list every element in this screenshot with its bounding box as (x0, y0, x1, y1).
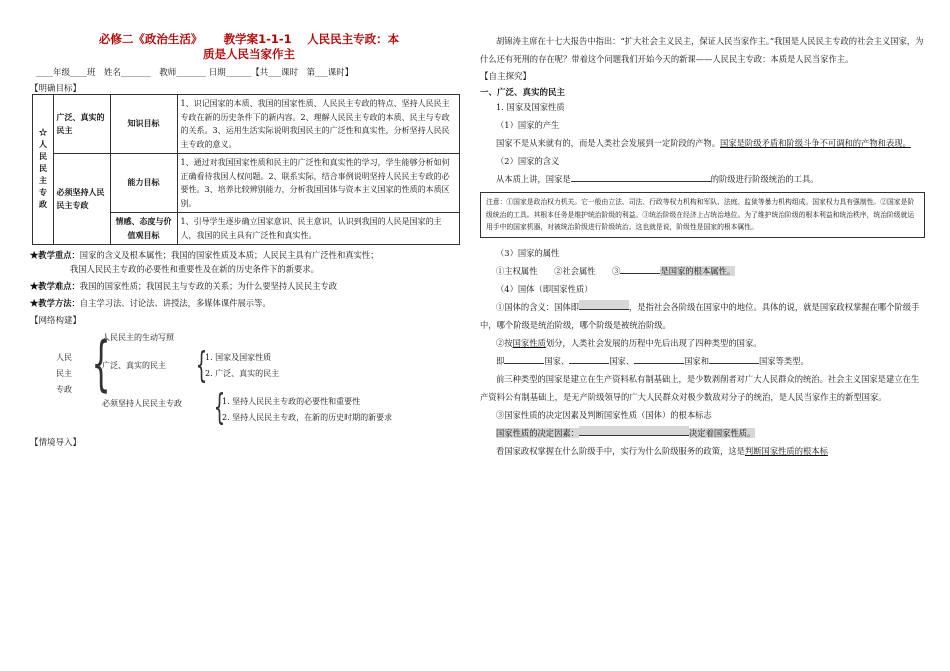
state-origin-text: 国家不是从来就有的，而是人类社会发展到一定阶段的产物。 (496, 138, 721, 148)
types-c: 国家、 (609, 355, 635, 366)
types-blank-1[interactable] (504, 354, 544, 364)
network-brace-3: { (213, 387, 226, 428)
network-branch-3: 必须坚持人民民主专政 (102, 399, 182, 408)
right-column (480, 32, 925, 460)
difficulty-label: ★教学难点： (30, 281, 80, 291)
subsection-1-4: （4）国体（即国家性质） (496, 283, 593, 294)
section-1-title: 一、广泛、真实的民主 (480, 88, 566, 98)
subsection-1: 1. 国家及国家性质 (496, 102, 565, 112)
goals-topic: ☆人民民主专政 (33, 95, 54, 245)
key-points (30, 248, 468, 262)
subsection-decide: ③国家性质的决定因素及判断国家性质（国体）的根本标志 (496, 409, 712, 420)
network-root-1: 人民 (56, 353, 72, 362)
network-brace-2: { (195, 345, 208, 386)
types-intro-underlined: 国家性质 (512, 337, 546, 348)
state-types-line (480, 352, 925, 370)
title-line-1: 必修二《政治生活》 教学案1-1-1 人民民主专政：本 (98, 32, 400, 46)
decide-text-a: 国家性质的决定因素： (496, 427, 579, 438)
state-attributes (480, 262, 925, 280)
goals-subtopic-2: 必须坚持人民民主专政 (53, 154, 110, 245)
state-types-intro (480, 334, 925, 352)
network-branch-2: 广泛、真实的民主 (102, 361, 166, 370)
goals-subtopic-1: 广泛、真实的民主 (53, 95, 110, 154)
key-points-2: 我国人民民主专政的必要性和重要性及在新的历史条件下的新要求。 (70, 264, 319, 274)
last-line (480, 442, 925, 460)
network-branch-3a: 1. 坚持人民民主专政的必要性和重要性 (222, 397, 361, 406)
goals-header: 【明确目标】 (30, 84, 82, 94)
goal-label-emotion: 情感、态度与价值观目标 (110, 213, 177, 245)
network-header: 【网络构建】 (30, 316, 82, 326)
types-a: 即 (496, 355, 505, 366)
network-branch-2b: 2. 广泛、真实的民主 (205, 369, 280, 378)
attributes-text-a: ①主权属性 ②社会属性 ③ (496, 265, 621, 276)
attributes-text-b: 是国家的根本属性。 (660, 265, 736, 276)
decide-blank[interactable] (579, 426, 689, 436)
network-branch-1: 人民民主的生动写照 (102, 333, 174, 342)
state-meaning-paragraph (480, 170, 925, 188)
key-points-label: ★教学重点： (30, 250, 80, 260)
title-line-2: 质是人民当家作主 (203, 47, 295, 61)
goal-label-ability: 能力目标 (110, 154, 177, 213)
goal-content-ability: 1、通过对我国国家性质和民主的广泛性和真实性的学习，学生能够分析如何正确看待我国人权问题。2、联系实际，结合事例说明坚持人民民主专政的必要性。3、培养比较辨别能力，分析我国国体与资本主义国家的性质的本质区别。 (177, 154, 460, 213)
network-branch-3b: 2. 坚持人民民主专政，在新的历史时期的新要求 (222, 413, 393, 422)
state-meaning-text-b: 的阶级进行阶级统治的工具。 (710, 174, 819, 184)
difficulty-text: 我国的国家性质；我国民主与专政的关系；为什么要坚持人民民主专政 (79, 281, 338, 291)
method-label: ★教学方法： (30, 298, 80, 308)
types-blank-3[interactable] (634, 354, 684, 364)
state-system-text-b: ，是指社会各阶级在国家中的地位。具体的说，就是国家政权掌握在哪个阶级手中，哪个阶级是统治阶级，哪个阶级是被统治阶级。 (480, 301, 920, 330)
last-text-a: 看国家政权掌握在什么阶级手中，实行为什么阶级服务的政策，这是 (496, 445, 745, 456)
note-box: 注意：①国家是政治权力机关。它一般由立法、司法、行政等权力机构和军队、法庭、监狱等暴力机构组成。国家权力具有强制性。②国家是阶级统治的工具。其根本任务是维护统治阶级的利益。③统治阶级在经济上占统治地位。为了维护统治阶级的根本利益和统治秩序，统治阶级就运用手中的国家机器，对被统治阶级进行阶级统治。这也就是说，阶级性是国家的根本属性。 (480, 192, 925, 238)
network-root-3: 专政 (56, 385, 72, 394)
last-text-b: 判断国家性质的根本标 (744, 445, 828, 456)
state-types-paragraph: 前三种类型的国家是建立在生产资料私有制基础上，是少数剥削者对广大人民群众的统治。社会主义国家是建立在生产资料公有制基础上，是无产阶级领导的广大人民群众对极少数敌对分子的统治，是人民当家作主的新型国家。 (480, 373, 920, 402)
left-column (30, 32, 468, 448)
network-branch-2a: 1. 国家及国家性质 (205, 353, 272, 362)
types-d: 国家和 (684, 355, 710, 366)
state-origin-paragraph (480, 134, 925, 152)
state-system-text-a: ①国体的含义：国体即 (496, 301, 579, 312)
state-origin-underlined: 国家是阶级矛盾和阶级斗争不可调和的产物和表现。 (720, 138, 911, 148)
subsection-1-3: （3）国家的属性 (496, 247, 560, 258)
state-system-blank[interactable] (579, 300, 629, 310)
decide-line (480, 424, 925, 442)
types-b: 国家、 (544, 355, 570, 366)
goals-table (32, 94, 460, 245)
intro-paragraph: 胡锦涛主席在十七大报告中指出：“扩大社会主义民主，保证人民当家作主。”我国是人民民主专政的社会主义国家，为什么还有死刑的存在呢？带着这个问题我们开始今天的新课——人民民主专政：本质是人民当家作主。 (480, 36, 924, 64)
types-blank-2[interactable] (569, 354, 609, 364)
types-e: 国家等类型。 (759, 355, 809, 366)
types-intro-b: 划分，人类社会发展的历程中先后出现了四种类型的国家。 (545, 337, 762, 348)
network-root-2: 民主 (56, 369, 72, 378)
goal-content-knowledge: 1、识记国家的本质、我国的国家性质、人民民主专政的特点、坚持人民民主专政在新的历史条件下的新内容。2、理解人民民主专政的本质、民主与专政的关系。3、运用生活实际说明我国民主的广泛性和真实性，分析坚持人民民主专政的意义。 (177, 95, 460, 154)
state-meaning-text-a: 从本质上讲，国家是 (496, 174, 571, 184)
goal-label-knowledge: 知识目标 (110, 95, 177, 154)
method (30, 296, 468, 310)
network-diagram (30, 326, 468, 434)
types-blank-4[interactable] (709, 354, 759, 364)
network-brace-main: { (91, 329, 111, 399)
self-study-header: 【自主探究】 (480, 72, 532, 82)
student-info-line: ____年级____班 姓名_______ 教师_______ 日期______【共___课时 第___课时】 (36, 68, 354, 78)
state-meaning-blank[interactable] (571, 172, 711, 182)
method-text: 自主学习法、讨论法、讲授法，多媒体课件展示等。 (79, 298, 271, 308)
subsection-1-2: （2）国家的含义 (496, 156, 560, 166)
difficulty (30, 279, 468, 293)
subsection-1-1: （1）国家的产生 (496, 120, 560, 130)
intro-header: 【情境导入】 (30, 438, 82, 448)
attributes-blank[interactable] (620, 264, 660, 274)
decide-text-b: 决定着国家性质。 (688, 427, 756, 438)
lesson-title (30, 32, 468, 62)
state-system-paragraph (480, 298, 925, 334)
types-intro-a: ②按 (496, 337, 513, 348)
goal-content-emotion: 1、引导学生逐步确立国家意识、民主意识，认识到我国的人民是国家的主人，我国的民主具有广泛性和真实性。 (177, 213, 460, 245)
key-points-text: 国家的含义及根本属性；我国的国家性质及本质；人民民主具有广泛性和真实性； (79, 250, 379, 260)
